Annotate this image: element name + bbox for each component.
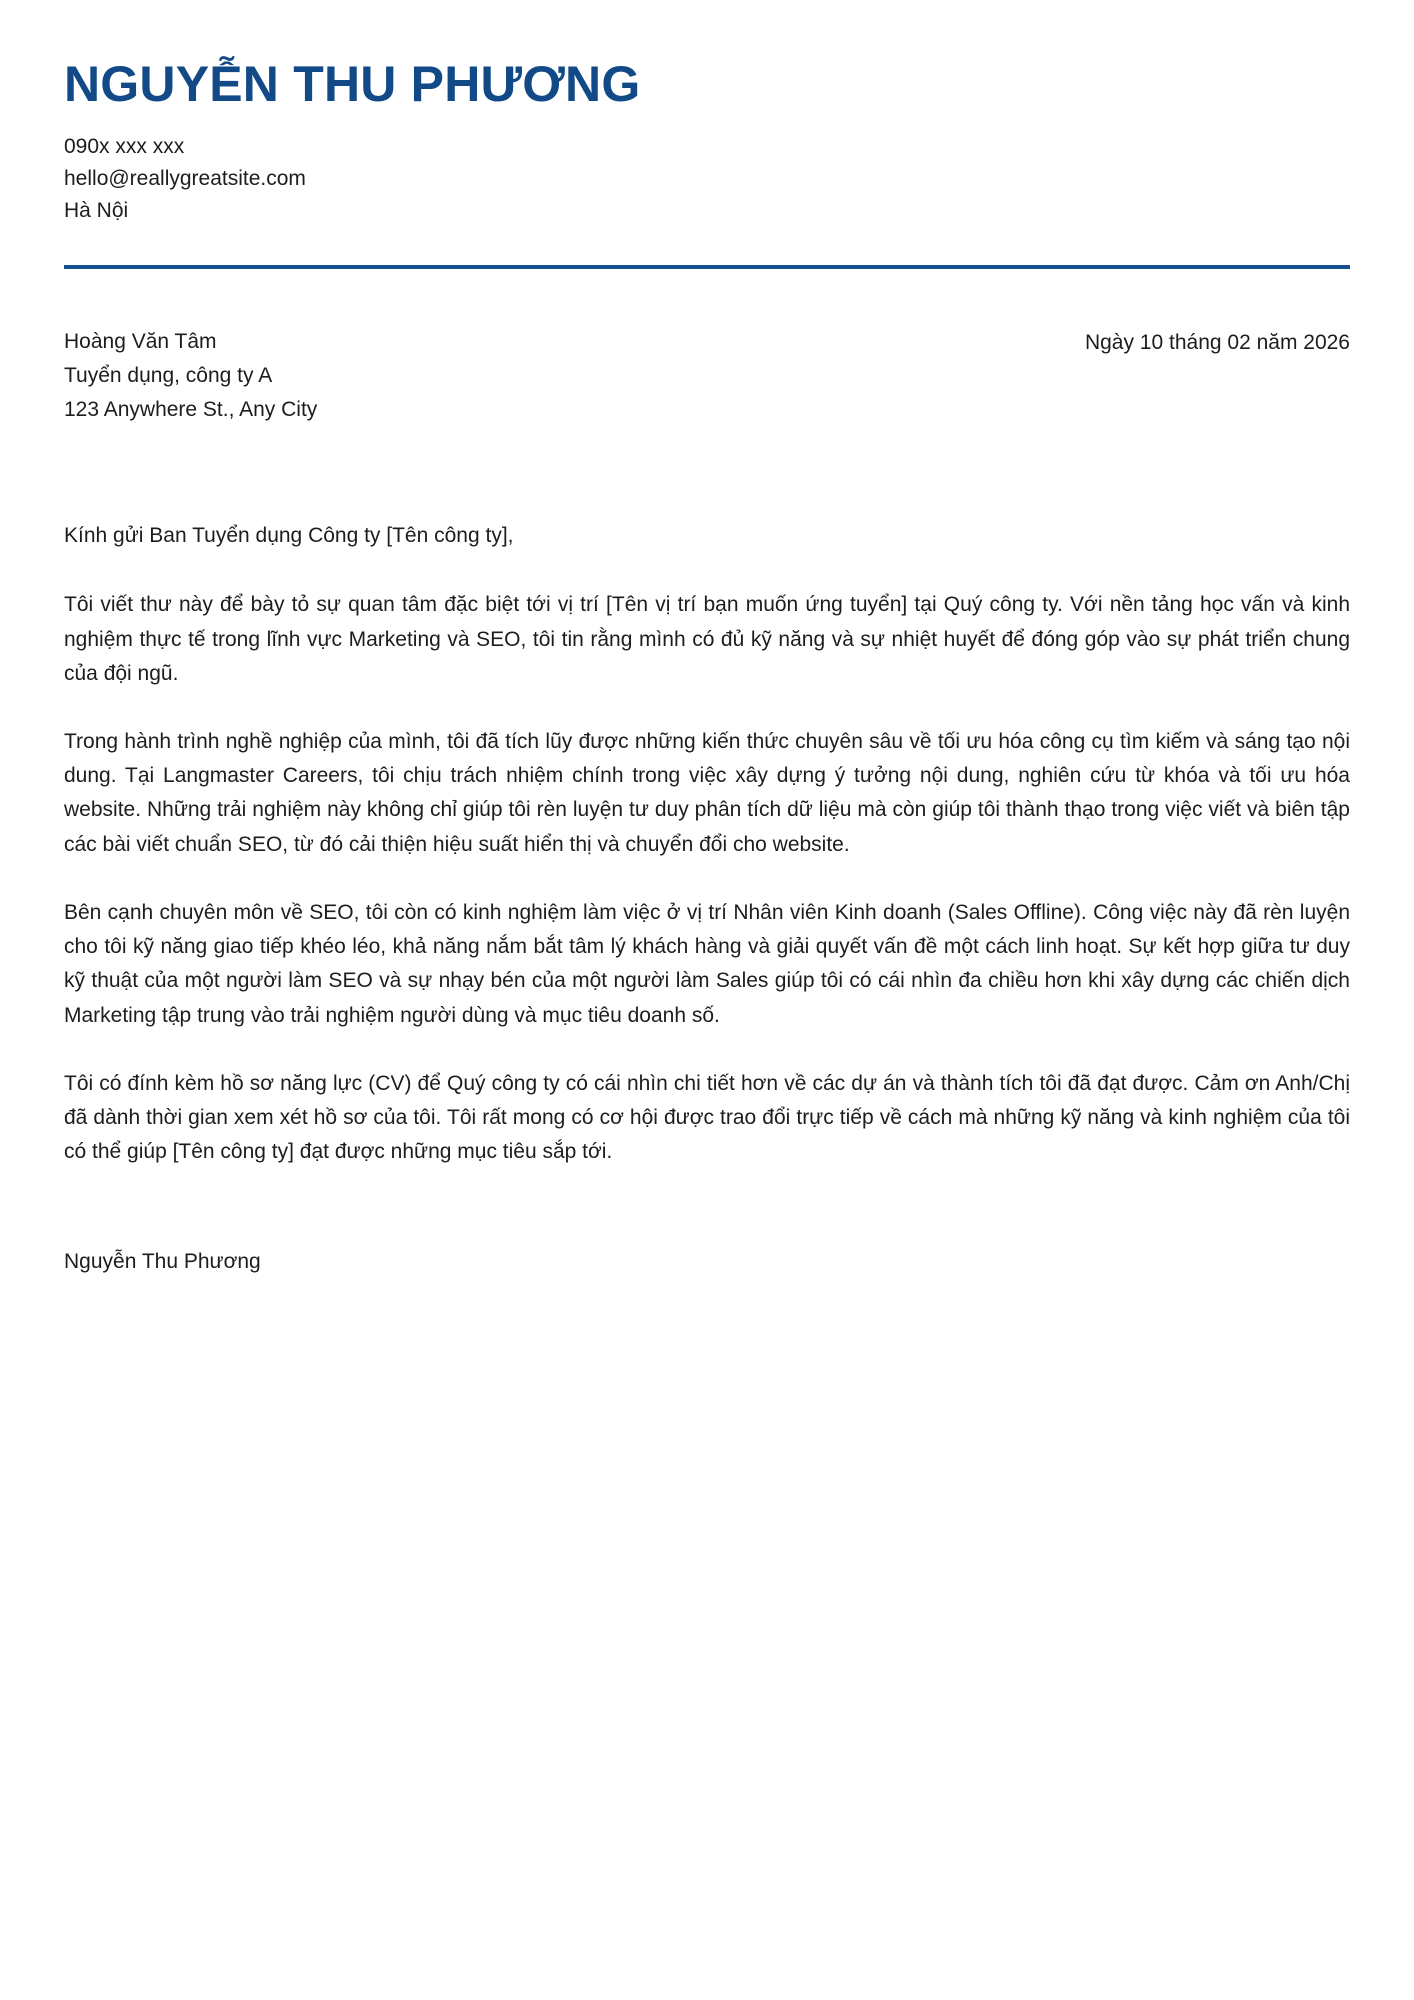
body-paragraph-4: Tôi có đính kèm hồ sơ năng lực (CV) để Quý công ty có cái nhìn chi tiết hơn về các dự án và thành tích tôi đã đạt được. Cảm ơn Anh/Chị đã dành thời gian xem xét hồ sơ của tôi. Tôi rất mong có cơ hội được trao đổi trực tiếp về cách mà những kỹ năng và kinh nghiệm của tôi có thể giúp [Tên công ty] đạt được những mục tiêu sắp tới. bbox=[64, 1071, 1350, 1164]
letter-date: Ngày 10 tháng 02 năm 2026 bbox=[1084, 330, 1350, 354]
body-paragraph-3: Bên cạnh chuyên môn về SEO, tôi còn có kinh nghiệm làm việc ở vị trí Nhân viên Kinh doanh (Sales Offline). Công việc này đã rèn luyện cho tôi kỹ năng giao tiếp khéo léo, khả năng nắm bắt tâm lý khách hàng và giải quyết vấn đề một cách linh hoạt. Sự kết hợp giữa tư duy kỹ thuật của một người làm SEO và sự nhạy bén của một người làm Sales giúp tôi có cái nhìn đa chiều hơn khi xây dựng các chiến dịch Marketing tập trung vào trải nghiệm người dùng và mục tiêu doanh số. bbox=[64, 900, 1350, 1027]
letter-meta-row bbox=[64, 325, 1350, 427]
contact-phone: 090x xxx xxx bbox=[64, 135, 185, 158]
signature-name: Nguyễn Thu Phương bbox=[64, 1250, 261, 1274]
recipient-address: 123 Anywhere St., Any City bbox=[64, 397, 318, 421]
body-paragraph-2: Trong hành trình nghề nghiệp của mình, tôi đã tích lũy được những kiến thức chuyên sâu về tối ưu hóa công cụ tìm kiếm và sáng tạo nội dung. Tại Langmaster Careers, tôi chịu trách nhiệm chính trong việc xây dựng ý tưởng nội dung, nghiên cứu từ khóa và tối ưu hóa website. Những trải nghiệm này không chỉ giúp tôi rèn luyện tư duy phân tích dữ liệu mà còn giúp tôi thành thạo trong việc viết và biên tập các bài viết chuẩn SEO, từ đó cải thiện hiệu suất hiển thị và chuyển đổi cho website. bbox=[64, 730, 1350, 856]
recipient-block bbox=[64, 325, 317, 427]
body-paragraph-1: Tôi viết thư này để bày tỏ sự quan tâm đặc biệt tới vị trí [Tên vị trí bạn muốn ứng tuyển] tại Quý công ty. Với nền tảng học vấn và kinh nghiệm thực tế trong lĩnh vực Marketing và SEO, tôi tin rằng mình có đủ kỹ năng và sự nhiệt huyết để đóng góp vào sự phát triển chung của đội ngũ. bbox=[64, 593, 1350, 685]
header-divider bbox=[64, 265, 1350, 269]
letter-body bbox=[64, 519, 1350, 1279]
contact-location: Hà Nội bbox=[64, 198, 129, 222]
recipient-name: Hoàng Văn Tâm bbox=[64, 329, 217, 353]
page-title: NGUYỄN THU PHƯƠNG bbox=[64, 56, 641, 112]
letterhead bbox=[64, 0, 1350, 227]
contact-email[interactable]: hello@reallygreatsite.com bbox=[64, 166, 306, 190]
salutation: Kính gửi Ban Tuyển dụng Công ty [Tên công ty], bbox=[64, 523, 514, 547]
recipient-role: Tuyển dụng, công ty A bbox=[64, 363, 273, 387]
contact-block bbox=[64, 131, 1350, 227]
